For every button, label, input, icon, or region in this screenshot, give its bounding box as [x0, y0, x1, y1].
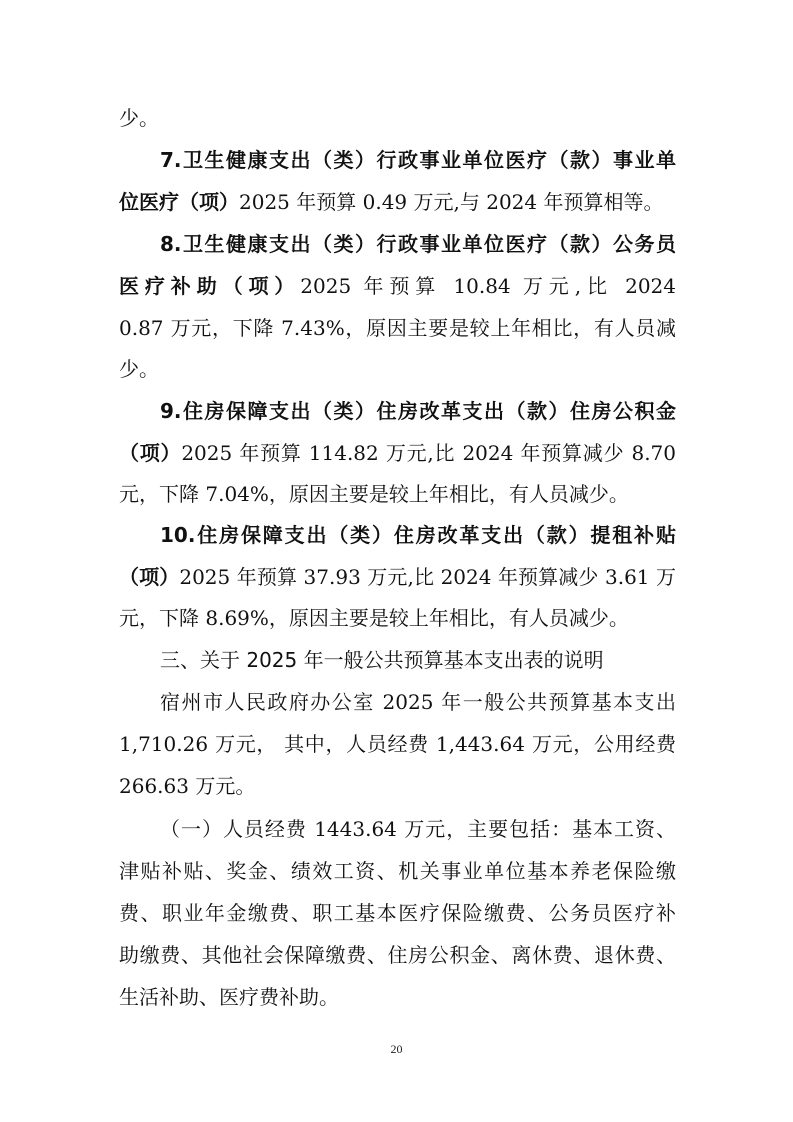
section-heading-7 [160, 139, 676, 181]
line-text: 元，下降 8.69%，原因主要是较上年相比，有人员减少。 [119, 606, 629, 630]
line-text: 元，下降 7.04%，原因主要是较上年相比，有人员减少。 [119, 482, 629, 506]
text-line [119, 934, 676, 976]
line-text: 2025 年预算 10.84 万元,比 2024 [300, 274, 676, 298]
line-text: 少。 [119, 357, 159, 381]
text-line [119, 473, 676, 515]
text-line [119, 181, 676, 223]
line-text: 266.63 万元。 [119, 774, 256, 798]
heading-text: 位医疗（项） [119, 190, 239, 214]
line-text: （一）人员经费 1443.64 万元，主要包括：基本工资、 [160, 817, 676, 841]
line-text: 2025 年预算 37.93 万元,比 2024 年预算减少 3.61 万 [179, 565, 676, 589]
section-heading-10 [160, 514, 676, 556]
line-text: 津贴补贴、奖金、绩效工资、机关事业单位基本养老保险缴 [119, 859, 676, 883]
text-line [119, 976, 676, 1018]
heading-text: （项） [119, 565, 180, 589]
section-heading-9 [160, 390, 676, 432]
line-text: 2025 年预算 0.49 万元,与 2024 年预算相等。 [239, 190, 664, 214]
heading-text: （项） [119, 441, 182, 465]
page-number: 20 [390, 1042, 403, 1056]
line-text: 费、职业年金缴费、职工基本医疗保险缴费、公务员医疗补 [119, 901, 676, 925]
text-line [119, 765, 676, 807]
heading-text: 7.卫生健康支出（类）行政事业单位医疗（款）事业单 [160, 148, 676, 172]
line-text: 助缴费、其他社会保障缴费、住房公积金、离休费、退休费、 [119, 943, 676, 967]
heading-text: 9.住房保障支出（类）住房改革支出（款）住房公积金 [160, 399, 676, 423]
section-title [160, 639, 676, 681]
text-line [119, 850, 676, 892]
text-line [119, 723, 676, 765]
text-line [119, 348, 676, 390]
text-line [160, 808, 676, 850]
text-line [119, 97, 676, 139]
line-text: 宿州市人民政府办公室 2025 年一般公共预算基本支出 [160, 690, 676, 714]
line-text: 0.87 万元，下降 7.43%，原因主要是较上年相比，有人员减 [119, 316, 676, 340]
text-line [119, 556, 676, 598]
heading-text: 医疗补助（项） [119, 274, 301, 298]
line-text: 1,710.26 万元， 其中，人员经费 1,443.64 万元，公用经费 [119, 732, 676, 756]
text-line [119, 307, 676, 349]
text-line [119, 597, 676, 639]
line-text: 少。 [119, 106, 159, 130]
text-line [119, 432, 676, 474]
text-line [160, 681, 676, 723]
line-text: 生活补助、医疗费补助。 [119, 985, 339, 1009]
heading-text: 10.住房保障支出（类）住房改革支出（款）提租补贴 [160, 523, 676, 547]
section-title-text: 三、关于 2025 年一般公共预算基本支出表的说明 [160, 648, 604, 672]
line-text: 2025 年预算 114.82 万元,比 2024 年预算减少 8.70 [181, 441, 676, 465]
text-line [119, 265, 676, 307]
section-heading-8 [160, 223, 676, 265]
text-line [119, 892, 676, 934]
heading-text: 8.卫生健康支出（类）行政事业单位医疗（款）公务员 [160, 232, 676, 256]
